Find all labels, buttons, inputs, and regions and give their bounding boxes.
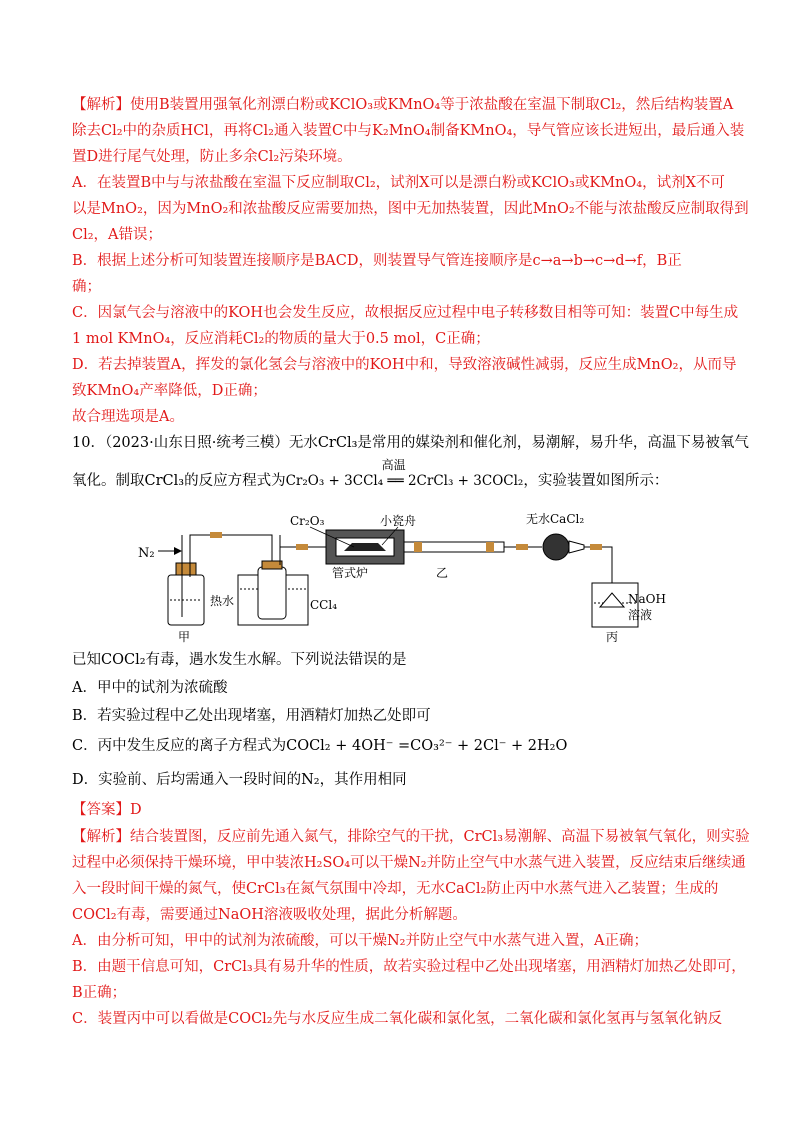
flask-stopper — [262, 561, 282, 569]
analysis-line-2: 过程中必须保持干燥环境，甲中装浓H₂SO₄可以干燥N₂并防止空气中水蒸气进入装置，反应结束后继续通 — [72, 855, 746, 871]
question-10-line-2-end: ，实验装置如图所示： — [523, 473, 669, 489]
prev-option-c-line-2: 1 mol KMnO₄，反应消耗Cl₂的物质的量大于0.5 mol，C正确； — [72, 331, 490, 347]
option-d: D．实验前、后均需通入一段时间的N₂，其作用相同 — [72, 772, 407, 788]
equation-condition: 高温 — [381, 458, 406, 472]
n2-arrow-head — [174, 547, 182, 555]
boat-label: 小瓷舟 — [380, 514, 417, 528]
prev-conclusion: 故合理选项是A。 — [72, 409, 184, 425]
ccl4-flask — [258, 567, 286, 619]
drying-tube-bulb — [543, 534, 569, 560]
prev-analysis-line-2: 除去Cl₂中的杂质HCl，再将Cl₂通入装置C中与K₂MnO₄制备KMnO₄，导气管应该长进短出，最后通入装 — [72, 123, 745, 139]
prev-option-a-line-3: Cl₂，A错误； — [72, 227, 163, 243]
drying-tube-neck — [569, 541, 584, 553]
prev-option-b-line-2: 确； — [72, 279, 101, 295]
equation-text: Cr₂O₃ + 3CCl₄ ══ 2CrCl₃ + 3COCl₂ — [285, 473, 524, 489]
known-condition: 已知COCl₂有毒，遇水发生水解。下列说法错误的是 — [72, 652, 407, 668]
prev-option-d-line-1: D．若去掉装置A，挥发的氯化氢会与溶液中的KOH中和，导致溶液碱性减弱，反应生成MnO₂，从而导 — [72, 357, 737, 373]
furnace-label: 管式炉 — [332, 566, 369, 580]
apparatus-diagram — [130, 505, 690, 645]
prev-option-d-line-2: 致KMnO₄产率降低，D正确； — [72, 383, 267, 399]
prev-analysis-line-3: 置D进行尾气处理，防止多余Cl₂污染环境。 — [72, 149, 352, 165]
rubber-joint-4 — [590, 544, 602, 550]
naoh-label: NaOH — [628, 592, 666, 606]
label-yi: 乙 — [436, 566, 449, 580]
analysis-option-a: A．由分析可知，甲中的试剂为浓硫酸，可以干燥N₂并防止空气中水蒸气进入置，A正确； — [72, 933, 648, 949]
prev-analysis-line-1: 【解析】使用B装置用强氧化剂漂白粉或KClO₃或KMnO₄等于浓盐酸在室温下制取Cl₂，然后结构装置A — [72, 97, 734, 113]
reaction-equation — [285, 458, 524, 491]
n2-label: N₂ — [138, 546, 155, 561]
hot-water-label: 热水 — [210, 594, 235, 608]
analysis-option-b-line-2: B正确； — [72, 985, 127, 1001]
ccl4-label: CCl₄ — [310, 598, 338, 612]
answer-label: 【答案】D — [72, 802, 142, 818]
prev-option-a-line-2: 以是MnO₂，因为MnO₂和浓盐酸反应需要加热，图中无加热装置，因此MnO₂不能与浓盐酸反应制取得到 — [72, 201, 749, 217]
rubber-joint-3 — [516, 544, 528, 550]
option-c: C．丙中发生反应的离子方程式为COCl₂ + 4OH⁻ =CO₃²⁻ + 2Cl⁻ + 2H₂O — [72, 738, 568, 754]
label-bing: 丙 — [606, 630, 619, 644]
question-10-line-2 — [72, 458, 732, 491]
solution-label: 溶液 — [628, 608, 653, 622]
label-jia: 甲 — [178, 630, 191, 644]
bottle-stopper — [176, 563, 196, 575]
prev-option-b-line-1: B．根据上述分析可知装置连接顺序是BACD，则装置导气管连接顺序是c→a→b→c→d→f，B正 — [72, 253, 682, 269]
tube-joint-right — [486, 542, 494, 552]
rubber-joint-2 — [296, 544, 308, 550]
option-a: A．甲中的试剂为浓硫酸 — [72, 680, 228, 696]
cr2o3-label: Cr₂O₃ — [290, 514, 325, 528]
analysis-line-3: 入一段时间干燥的氮气，使CrCl₃在氮气氛围中冷却，无水CaCl₂防止丙中水蒸气进入乙装置；生成的 — [72, 881, 719, 897]
rubber-joint-1 — [210, 532, 222, 538]
tube-joint-left — [414, 542, 422, 552]
analysis-option-b-line-1: B．由题干信息可知，CrCl₃具有易升华的性质，故若实验过程中乙处出现堵塞，用酒精灯加热乙处即可， — [72, 959, 746, 975]
option-b: B．若实验过程中乙处出现堵塞，用酒精灯加热乙处即可 — [72, 708, 431, 724]
connecting-tube-1 — [190, 535, 272, 567]
prev-option-a-line-1: A．在装置B中与与浓盐酸在室温下反应制取Cl₂，试剂X可以是漂白粉或KClO₃或KMnO₄，试剂X不可 — [72, 175, 725, 191]
question-10-line-1: 10．（2023·山东日照·统考三模）无水CrCl₃是常用的媒染剂和催化剂，易潮解，易升华，高温下易被氧气 — [72, 435, 749, 451]
prev-option-c-line-1: C．因氯气会与溶液中的KOH也会发生反应，故根据反应过程中电子转移数目相等可知：装置C中每生成 — [72, 305, 739, 321]
question-10-line-2-start: 氧化。制取CrCl₃的反应方程式为 — [72, 473, 286, 489]
analysis-line-4: COCl₂有毒，需要通过NaOH溶液吸收处理，据此分析解题。 — [72, 907, 467, 923]
cacl2-label: 无水CaCl₂ — [526, 512, 585, 526]
analysis-line-1: 【解析】结合装置图，反应前先通入氮气，排除空气的干扰，CrCl₃易潮解、高温下易被氧气氧化，则实验 — [72, 829, 750, 845]
analysis-option-c-line-1: C．装置丙中可以看做是COCl₂先与水反应生成二氧化碳和氯化氢，二氧化碳和氯化氢再与氢氧化钠反 — [72, 1011, 723, 1027]
